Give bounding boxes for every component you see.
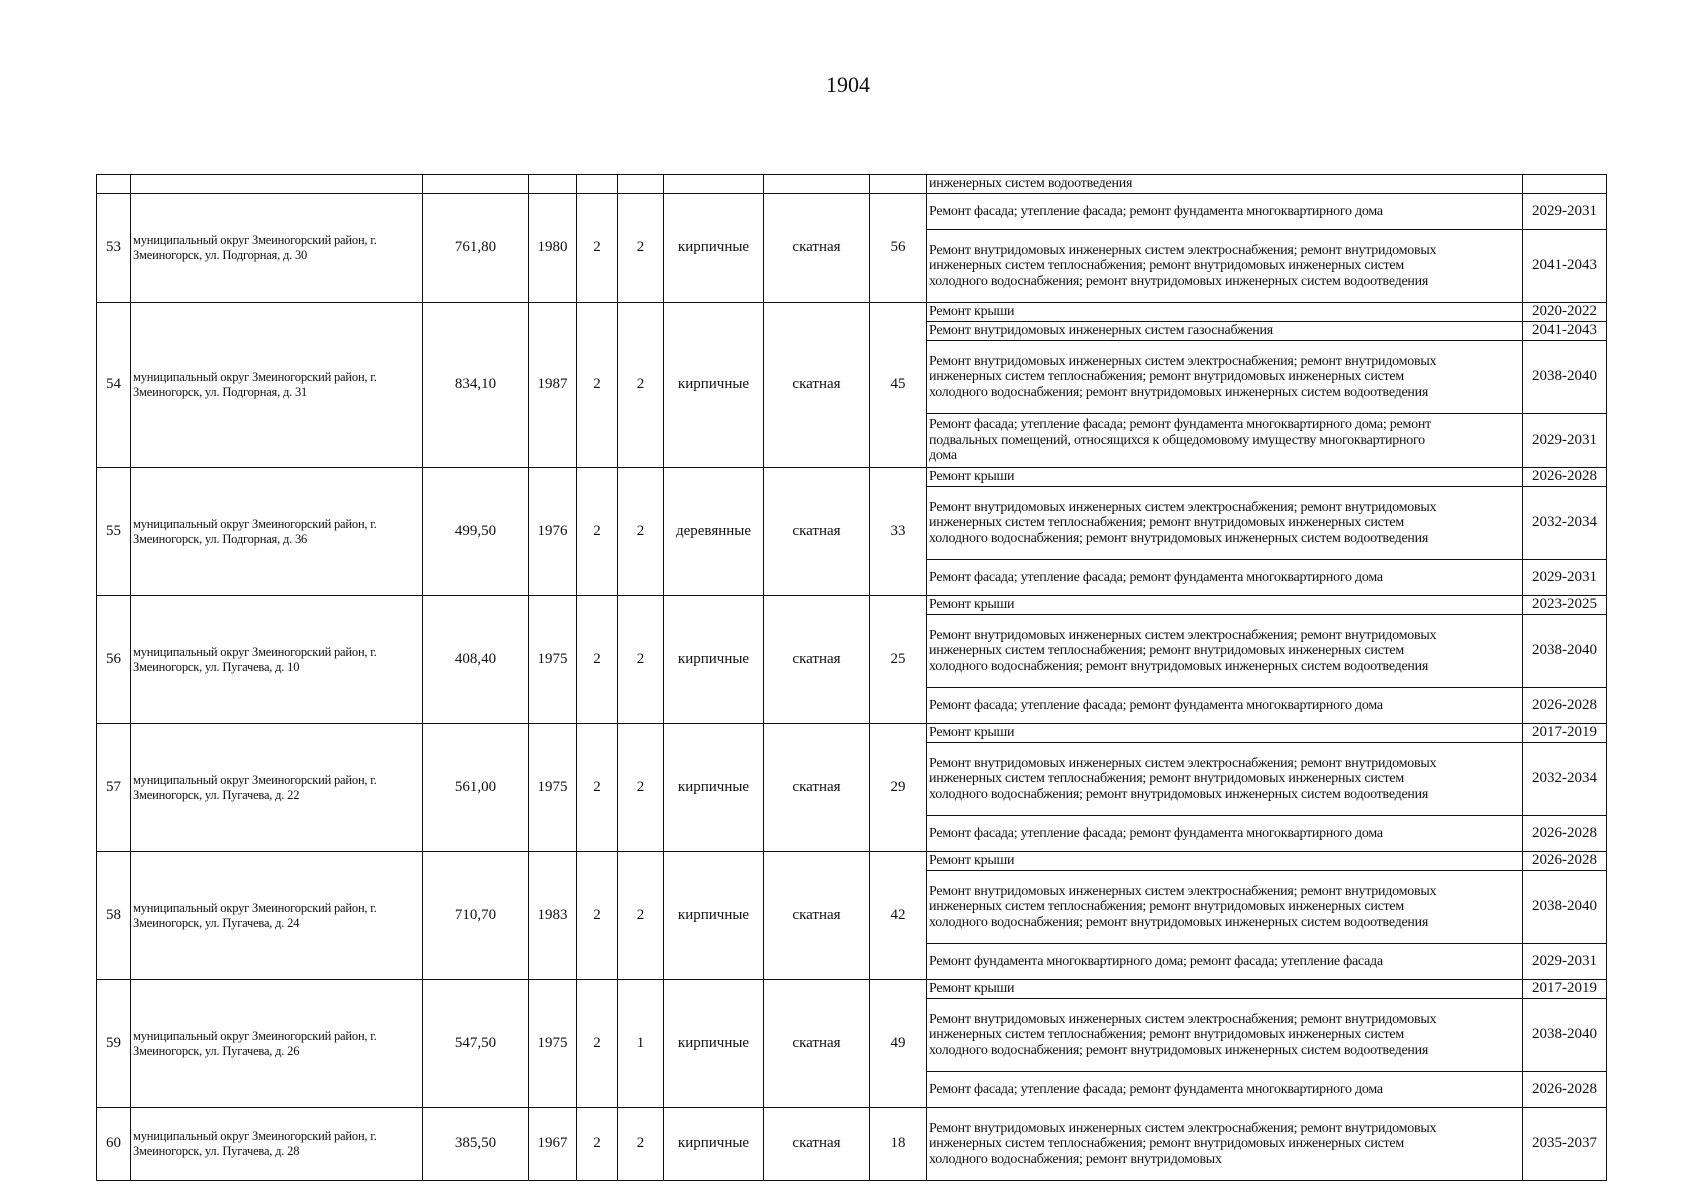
house-roof-type: скатная [764,1108,870,1181]
work-period: 2029-2031 [1523,560,1607,596]
work-period: 2029-2031 [1523,414,1607,468]
housing-repair-table [96,174,1607,1181]
house-address: муниципальный округ Змеиногорский район, г. Змеиногорск, ул. Пугачева, д. 28 [131,1108,423,1181]
address-cell [131,175,423,194]
house-number: 53 [97,194,131,303]
house-floors: 2 [577,980,618,1108]
work-description: Ремонт крыши [927,596,1523,615]
house-roof-type: скатная [764,194,870,303]
work-period: 2032-2034 [1523,487,1607,560]
house-number: 57 [97,724,131,852]
house-number: 55 [97,468,131,596]
number-cell [97,175,131,194]
house-wear: 29 [870,724,927,852]
entrances-cell [618,175,664,194]
house-wear: 56 [870,194,927,303]
house-year: 1975 [529,980,577,1108]
house-wall-material: кирпичные [664,303,764,468]
work-period: 2041-2043 [1523,322,1607,341]
house-wear: 18 [870,1108,927,1181]
page-number: 1904 [826,72,870,97]
house-area: 385,50 [423,1108,529,1181]
house-row [97,980,1607,999]
house-entrances: 2 [618,852,664,980]
work-description: Ремонт внутридомовых инженерных систем электроснабжения; ремонт внутридомовых инженерных систем теплоснабжения; ремонт внутридомовых инженерных систем холодного водоснабжения; ремонт внутридомовых инженерных систем водоотведения [927,615,1523,688]
work-description: Ремонт крыши [927,303,1523,322]
house-area: 834,10 [423,303,529,468]
year-cell [529,175,577,194]
house-number: 58 [97,852,131,980]
work-description: Ремонт крыши [927,468,1523,487]
house-area: 408,40 [423,596,529,724]
work-description: Ремонт крыши [927,980,1523,999]
house-floors: 2 [577,303,618,468]
work-period: 2038-2040 [1523,999,1607,1072]
work-description: Ремонт фасада; утепление фасада; ремонт фундамента многоквартирного дома [927,816,1523,852]
house-entrances: 2 [618,194,664,303]
house-row [97,852,1607,871]
work-period: 2032-2034 [1523,743,1607,816]
work-description: Ремонт фундамента многоквартирного дома; ремонт фасада; утепление фасада [927,944,1523,980]
house-roof-type: скатная [764,303,870,468]
work-description: Ремонт крыши [927,724,1523,743]
house-entrances: 2 [618,724,664,852]
work-period: 2026-2028 [1523,688,1607,724]
work-period: 2029-2031 [1523,944,1607,980]
house-wall-material: кирпичные [664,1108,764,1181]
house-wear: 49 [870,980,927,1108]
house-wall-material: кирпичные [664,194,764,303]
house-address: муниципальный округ Змеиногорский район, г. Змеиногорск, ул. Пугачева, д. 10 [131,596,423,724]
work-description: Ремонт фасада; утепление фасада; ремонт фундамента многоквартирного дома [927,560,1523,596]
house-row [97,194,1607,230]
house-address: муниципальный округ Змеиногорский район, г. Змеиногорск, ул. Пугачева, д. 24 [131,852,423,980]
floors-cell [577,175,618,194]
house-entrances: 2 [618,303,664,468]
house-area: 761,80 [423,194,529,303]
house-roof-type: скатная [764,596,870,724]
house-roof-type: скатная [764,468,870,596]
work-description: Ремонт внутридомовых инженерных систем электроснабжения; ремонт внутридомовых инженерных систем теплоснабжения; ремонт внутридомовых инженерных систем холодного водоснабжения; ремонт внутридомовых инженерных систем водоотведения [927,871,1523,944]
work-description: Ремонт фасада; утепление фасада; ремонт фундамента многоквартирного дома; ремонт подвальных помещений, относящихся к общедомовому имуществу многоквартирного дома [927,414,1523,468]
house-address: муниципальный округ Змеиногорский район, г. Змеиногорск, ул. Подгорная, д. 30 [131,194,423,303]
house-year: 1987 [529,303,577,468]
house-row [97,303,1607,322]
house-row [97,468,1607,487]
work-description: Ремонт внутридомовых инженерных систем электроснабжения; ремонт внутридомовых инженерных систем теплоснабжения; ремонт внутридомовых инженерных систем холодного водоснабжения; ремонт внутридомовых инженерных систем водоотведения [927,999,1523,1072]
work-period: 2017-2019 [1523,724,1607,743]
house-wall-material: кирпичные [664,980,764,1108]
house-entrances: 2 [618,1108,664,1181]
house-entrances: 1 [618,980,664,1108]
work-period: 2017-2019 [1523,980,1607,999]
work-period: 2038-2040 [1523,871,1607,944]
house-row [97,1108,1607,1181]
roof-cell [764,175,870,194]
work-description: Ремонт внутридомовых инженерных систем электроснабжения; ремонт внутридомовых инженерных систем теплоснабжения; ремонт внутридомовых инженерных систем холодного водоснабжения; ремонт внутридомовых инженерных систем водоотведения [927,743,1523,816]
work-description: Ремонт внутридомовых инженерных систем электроснабжения; ремонт внутридомовых инженерных систем теплоснабжения; ремонт внутридомовых инженерных систем холодного водоснабжения; ремонт внутридомовых инженерных систем водоотведения [927,487,1523,560]
continuation-row [97,175,1607,194]
work-period: 2026-2028 [1523,816,1607,852]
work-period: 2041-2043 [1523,230,1607,303]
work-description: Ремонт фасада; утепление фасада; ремонт фундамента многоквартирного дома [927,1072,1523,1108]
wear-cell [870,175,927,194]
work-period: 2035-2037 [1523,1108,1607,1181]
house-number: 60 [97,1108,131,1181]
house-wall-material: кирпичные [664,596,764,724]
house-area: 710,70 [423,852,529,980]
work-period: 2026-2028 [1523,468,1607,487]
house-wall-material: кирпичные [664,852,764,980]
house-area: 561,00 [423,724,529,852]
house-year: 1975 [529,724,577,852]
work-period: 2026-2028 [1523,1072,1607,1108]
house-year: 1976 [529,468,577,596]
house-area: 499,50 [423,468,529,596]
house-row [97,596,1607,615]
house-wear: 42 [870,852,927,980]
house-wear: 33 [870,468,927,596]
house-roof-type: скатная [764,724,870,852]
house-wall-material: деревянные [664,468,764,596]
house-wall-material: кирпичные [664,724,764,852]
house-year: 1983 [529,852,577,980]
house-number: 54 [97,303,131,468]
house-floors: 2 [577,468,618,596]
house-year: 1975 [529,596,577,724]
house-wear: 45 [870,303,927,468]
house-address: муниципальный округ Змеиногорский район, г. Змеиногорск, ул. Пугачева, д. 22 [131,724,423,852]
area-cell [423,175,529,194]
work-description: инженерных систем водоотведения [927,175,1523,194]
house-area: 547,50 [423,980,529,1108]
house-address: муниципальный округ Змеиногорский район, г. Змеиногорск, ул. Пугачева, д. 26 [131,980,423,1108]
house-number: 59 [97,980,131,1108]
house-entrances: 2 [618,468,664,596]
house-roof-type: скатная [764,980,870,1108]
house-number: 56 [97,596,131,724]
house-floors: 2 [577,596,618,724]
work-description: Ремонт фасада; утепление фасада; ремонт фундамента многоквартирного дома [927,688,1523,724]
house-floors: 2 [577,194,618,303]
house-wear: 25 [870,596,927,724]
work-description: Ремонт внутридомовых инженерных систем электроснабжения; ремонт внутридомовых инженерных систем теплоснабжения; ремонт внутридомовых инженерных систем холодного водоснабжения; ремонт внутридомовых инженерных систем водоотведения [927,230,1523,303]
work-period: 2020-2022 [1523,303,1607,322]
work-period: 2038-2040 [1523,615,1607,688]
house-floors: 2 [577,1108,618,1181]
house-entrances: 2 [618,596,664,724]
work-period [1523,175,1607,194]
house-address: муниципальный округ Змеиногорский район, г. Змеиногорск, ул. Подгорная, д. 31 [131,303,423,468]
house-address: муниципальный округ Змеиногорский район, г. Змеиногорск, ул. Подгорная, д. 36 [131,468,423,596]
work-description: Ремонт фасада; утепление фасада; ремонт фундамента многоквартирного дома [927,194,1523,230]
house-roof-type: скатная [764,852,870,980]
work-description: Ремонт крыши [927,852,1523,871]
work-period: 2026-2028 [1523,852,1607,871]
house-floors: 2 [577,852,618,980]
work-description: Ремонт внутридомовых инженерных систем электроснабжения; ремонт внутридомовых инженерных систем теплоснабжения; ремонт внутридомовых инженерных систем холодного водоснабжения; ремонт внутридомовых инженерных систем водоотведения [927,341,1523,414]
house-floors: 2 [577,724,618,852]
work-period: 2029-2031 [1523,194,1607,230]
walls-cell [664,175,764,194]
work-period: 2023-2025 [1523,596,1607,615]
house-year: 1980 [529,194,577,303]
work-description: Ремонт внутридомовых инженерных систем газоснабжения [927,322,1523,341]
work-period: 2038-2040 [1523,341,1607,414]
work-description: Ремонт внутридомовых инженерных систем электроснабжения; ремонт внутридомовых инженерных систем теплоснабжения; ремонт внутридомовых инженерных систем холодного водоснабжения; ремонт внутридомовых [927,1108,1523,1181]
house-row [97,724,1607,743]
house-year: 1967 [529,1108,577,1181]
